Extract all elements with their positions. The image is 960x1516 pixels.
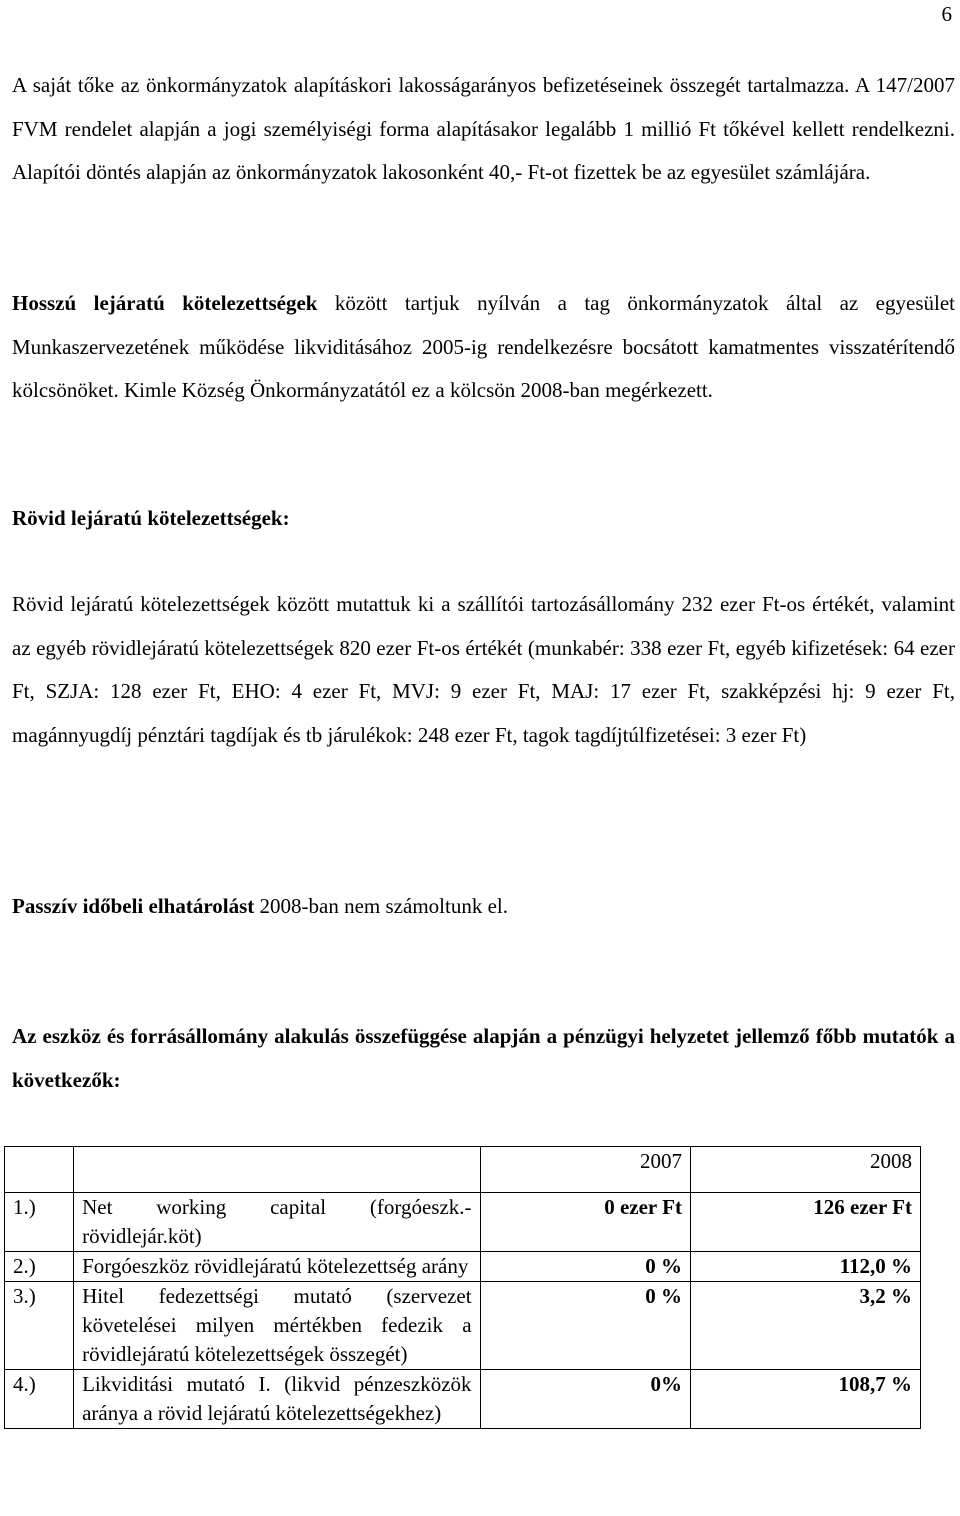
row-value-2007: 0% (480, 1370, 690, 1429)
long-term-liabilities-term: Hosszú lejáratú kötelezettségek (12, 291, 318, 315)
table-header-row (5, 1147, 921, 1193)
paragraph-long-term-liabilities (12, 282, 955, 413)
row-label: Net working capital (forgóeszk.-rövidlejár.köt) (74, 1193, 480, 1252)
row-value-2008: 112,0 % (690, 1252, 920, 1282)
row-label: Hitel fedezettségi mutató (szervezet követelései milyen mértékben fedezik a rövidlejáratú kötelezettségek összegét) (74, 1282, 480, 1370)
row-value-2008: 108,7 % (690, 1370, 920, 1429)
row-value-2007: 0 ezer Ft (480, 1193, 690, 1252)
heading-short-term-liabilities: Rövid lejáratú kötelezettségek: (12, 506, 290, 530)
row-value-2007: 0 % (480, 1252, 690, 1282)
page-number: 6 (941, 2, 952, 26)
row-label: Forgóeszköz rövidlejáratú kötelezettség arány (74, 1252, 480, 1282)
paragraph-short-term-liabilities: Rövid lejáratú kötelezettségek között mutattuk ki a szállítói tartozásállomány 232 ezer Ft-os értékét, valamint az egyéb rövidlejáratú kötelezettségek 820 ezer Ft-os értékét (munkabér: 338 ezer Ft, egyéb kifizetések: 64 ezer Ft, SZJA: 128 ezer Ft, EHO: 4 ezer Ft, MVJ: 9 ezer Ft, MAJ: 17 ezer Ft, szakképzési hj: 9 ezer Ft, magánnyugdíj pénztári tagdíjak és tb járulékok: 248 ezer Ft, tagok tagdíjtúlfizetései: 3 ezer Ft) (12, 592, 955, 747)
header-cell-label (74, 1147, 480, 1193)
table-row (5, 1252, 921, 1282)
long-term-liabilities-text: között tartjuk nyílván a tag önkormányzatok által az egyesület Munkaszervezetének működése likviditásához 2005-ig rendelkezésre bocsátott kamatmentes visszatérítendő kölcsönöket. Kimle Község Önkormányzatától ez a kölcsön 2008-ban megérkezett. (12, 291, 955, 402)
financial-indicators-table (4, 1146, 921, 1429)
row-label: Likviditási mutató I. (likvid pénzeszközök aránya a rövid lejáratú kötelezettségekhez) (74, 1370, 480, 1429)
row-number: 1.) (5, 1193, 74, 1252)
heading-financial-indicators: Az eszköz és forrásállomány alakulás összefüggése alapján a pénzügyi helyzetet jellemző főbb mutatók a következők: (12, 1024, 955, 1092)
table-row (5, 1282, 921, 1370)
deferred-income-term: Passzív időbeli elhatárolást (12, 894, 255, 918)
row-value-2008: 126 ezer Ft (690, 1193, 920, 1252)
table-row (5, 1370, 921, 1429)
row-value-2008: 3,2 % (690, 1282, 920, 1370)
header-cell-2008: 2008 (690, 1147, 920, 1193)
header-cell-num (5, 1147, 74, 1193)
paragraph-equity: A saját tőke az önkormányzatok alapításkori lakosságarányos befizetéseinek összegét tartalmazza. A 147/2007 FVM rendelet alapján a jogi személyiségi forma alapításakor legalább 1 millió Ft tőkével kellett rendelkezni. Alapítói döntés alapján az önkormányzatok lakosonként 40,- Ft-ot fizettek be az egyesület számlájára. (12, 73, 955, 184)
row-number: 3.) (5, 1282, 74, 1370)
deferred-income-text: 2008-ban nem számoltunk el. (254, 894, 508, 918)
row-number: 2.) (5, 1252, 74, 1282)
row-value-2007: 0 % (480, 1282, 690, 1370)
header-cell-2007: 2007 (480, 1147, 690, 1193)
row-number: 4.) (5, 1370, 74, 1429)
paragraph-deferred-income (12, 885, 955, 929)
table-row (5, 1193, 921, 1252)
